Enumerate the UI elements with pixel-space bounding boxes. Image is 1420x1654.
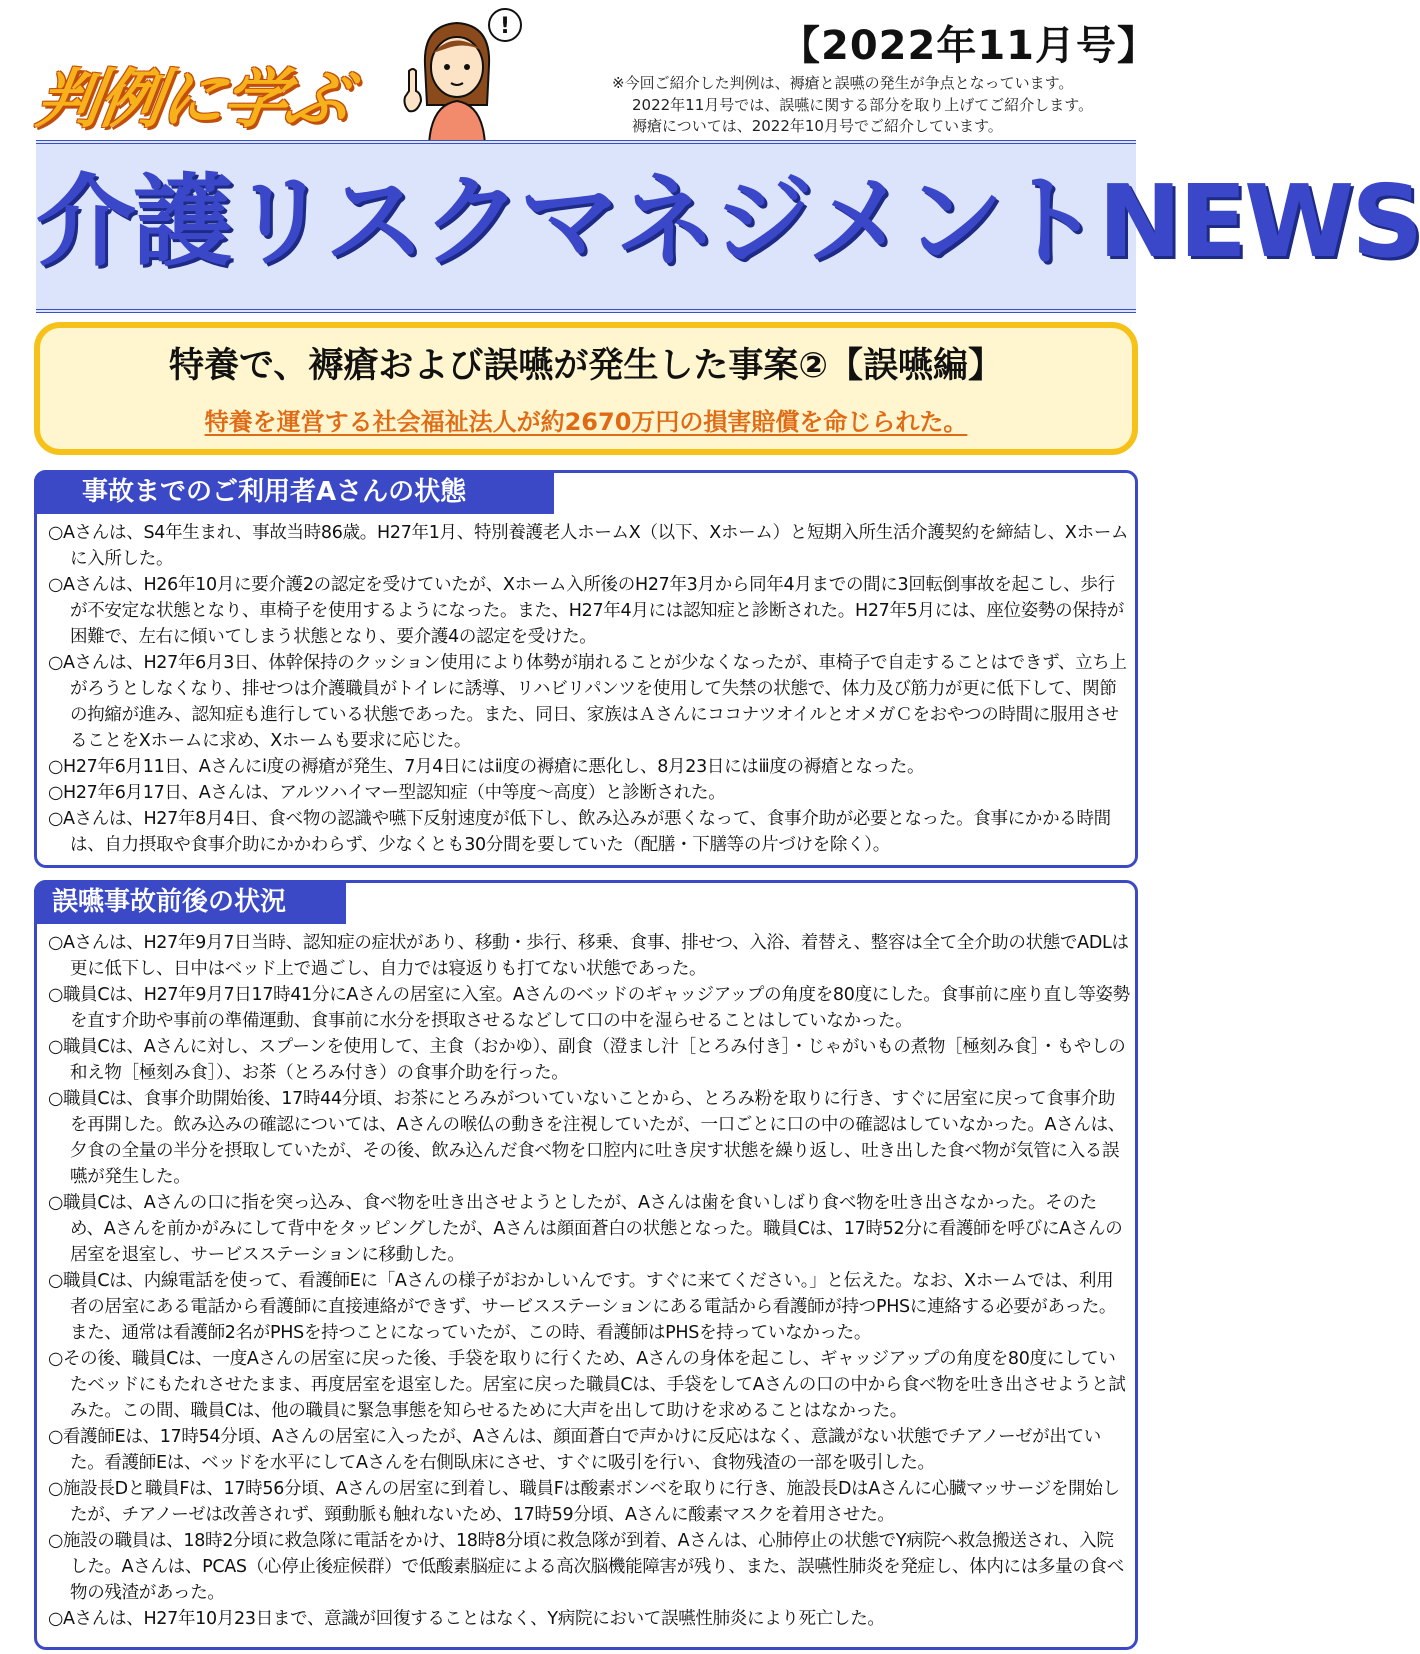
list-item: ○Aさんは、H27年8月4日、食べ物の認識や嚥下反射速度が低下し、飲み込みが悪くなって、食事介助が必要となった。食事にかかる時間は、自力摂取や食事介助にかかわらず、少なくとも30分間を要していた（配膳・下膳等の片づけを除く）。 <box>48 809 1111 855</box>
section-items <box>48 520 1130 858</box>
logo-text: 判例に学ぶ <box>31 63 353 137</box>
list-item: ○施設長Dと職員Fは、17時56分頃、Aさんの居室に到着し、職員Fは酸素ボンベを取りに行き、施設長DはAさんに心臓マッサージを開始したが、チアノーゼは改善されず、頸動脈も触れないため、17時59分頃、Aさんに酸素マスクを着用させた。 <box>48 1479 1120 1525</box>
note-line: ※今回ご紹介した判例は、褥瘡と誤嚥の発生が争点となっています。 <box>612 74 1074 92</box>
list-item: ○看護師Eは、17時54分頃、Aさんの居室に入ったが、Aさんは、顔面蒼白で声かけに反応はなく、意識がない状態でチアノーゼが出ていた。看護師Eは、ベッドを水平にしてAさんを右側臥床にさせ、すぐに吸引を行い、食物残渣の一部を吸引した。 <box>48 1427 1101 1473</box>
section-heading: 誤嚥事故前後の状況 <box>34 880 346 924</box>
note-line: 2022年11月号では、誤嚥に関する部分を取り上げてご紹介します。 <box>632 96 1094 114</box>
list-item: ○その後、職員Cは、一度Aさんの居室に戻った後、手袋を取りに行くため、Aさんの身体を起こし、ギャッジアップの角度を80度にしていたベッドにもたれさせたまま、再度居室を退室した。居室に戻った職員Cは、手袋をしてAさんの口の中から食べ物を吐き出させようと試みた。この間、職員Cは、他の職員に緊急事態を知らせるために大声を出して助けを求めることはなかった。 <box>48 1349 1126 1421</box>
list-item: ○Aさんは、H26年10月に要介護2の認定を受けていたが、Xホーム入所後のH27年3月から同年4月までの間に3回転倒事故を起こし、歩行が不安定な状態となり、車椅子を使用するようになった。また、H27年4月には認知症と診断された。H27年5月には、座位姿勢の保持が困難で、左右に傾いてしまう状態となり、要介護4の認定を受けた。 <box>48 575 1124 647</box>
list-item: ○職員Cは、食事介助開始後、17時44分頃、お茶にとろみがついていないことから、とろみ粉を取りに行き、すぐに居室に戻って食事介助を再開した。飲み込みの確認については、Aさんの喉仏の動きを注視していたが、一口ごとに口の中の確認はしていなかった。Aさんは、夕食の全量の半分を摂取していたが、その後、飲み込んだ食べ物を口腔内に吐き戻す状態を繰り返し、吐き出した食べ物が気管に入る誤嚥が発生した。 <box>48 1089 1125 1187</box>
list-item: ○Aさんは、H27年10月23日まで、意識が回復することはなく、Y病院において誤嚥性肺炎により死亡した。 <box>48 1609 885 1629</box>
mascot-illustration <box>395 5 535 145</box>
list-item: ○職員Cは、Aさんの口に指を突っ込み、食べ物を吐き出させようとしたが、Aさんは歯を食いしばり食べ物を吐き出さなかった。そのため、Aさんを前かがみにして背中をタッピングしたが、Aさんは顔面蒼白の状態となった。職員Cは、17時52分に看護師を呼びにAさんの居室を退室し、サービスステーションに移動した。 <box>48 1193 1123 1265</box>
list-item: ○職員Cは、H27年9月7日17時41分にAさんの居室に入室。Aさんのベッドのギャッジアップの角度を80度にした。食事前に座り直し等姿勢を直す介助や事前の準備運動、食事前に水分を摂取させるなどして口の中を湿らせることはしていなかった。 <box>48 985 1130 1031</box>
subheadline: 特養を運営する社会福祉法人が約2670万円の損害賠償を命じられた。 <box>204 408 968 436</box>
list-item: ○施設の職員は、18時2分頃に救急隊に電話をかけ、18時8分頃に救急隊が到着、Aさんは、心肺停止の状態でY病院へ救急搬送され、入院した。Aさんは、PCAS（心停止後症候群）で低酸素脳症による高次脳機能障害が残り、また、誤嚥性肺炎を発症し、体内には多量の食べ物の残渣があった。 <box>48 1531 1124 1603</box>
issue-label: 【2022年11月号】 <box>780 23 1158 69</box>
list-item: ○Aさんは、H27年6月3日、体幹保持のクッション使用により体勢が崩れることが少なくなったが、車椅子で自走することはできず、立ち上がろうとしなくなり、排せつは介護職員がトイレに誘導、リハビリパンツを使用して失禁の状態で、体力及び筋力が更に低下して、関節の拘縮が進み、認知症も進行している状態であった。また、同日、家族はＡさんにココナツオイルとオメガＣをおやつの時間に服用させることをXホームに求め、Xホームも要求に応じた。 <box>48 653 1127 751</box>
list-item: ○Aさんは、H27年9月7日当時、認知症の症状があり、移動・歩行、移乗、食事、排せつ、入浴、着替え、整容は全て全介助の状態でADLは更に低下し、日中はベッド上で過ごし、自力では寝返りも打てない状態であった。 <box>48 933 1129 979</box>
list-item: ○職員Cは、Aさんに対し、スプーンを使用して、主食（おかゆ）、副食（澄まし汁［とろみ付き］・じゃがいもの煮物［極刻み食］・もやしの和え物［極刻み食］）、お茶（とろみ付き）の食事介助を行った。 <box>48 1037 1126 1083</box>
note-line: 褥瘡については、2022年10月号でご紹介しています。 <box>632 117 1003 135</box>
list-item: ○職員Cは、内線電話を使って、看護師Eに「Aさんの様子がおかしいんです。すぐに来てください。」と伝えた。なお、Xホームでは、利用者の居室にある電話から看護師に直接連絡ができず、サービスステーションにある電話から看護師が持つPHSに連絡する必要があった。また、通常は看護師2名がPHSを持つことになっていたが、この時、看護師はPHSを持っていなかった。 <box>48 1271 1117 1343</box>
mascot-exclaim: ! <box>499 14 511 39</box>
page-title: 介護リスクマネジメントNEWS <box>36 163 1420 280</box>
section-heading: 事故までのご利用者Aさんの状態 <box>34 470 554 514</box>
list-item: ○H27年6月17日、Aさんは、アルツハイマー型認知症（中等度～高度）と診断された。 <box>48 783 726 803</box>
list-item: ○Aさんは、S4年生まれ、事故当時86歳。H27年1月、特別養護老人ホームX（以下、Xホーム）と短期入所生活介護契約を締結し、Xホームに入所した。 <box>48 523 1129 569</box>
section-items <box>48 930 1130 1632</box>
list-item: ○H27年6月11日、Aさんにⅰ度の褥瘡が発生、7月4日にはⅱ度の褥瘡に悪化し、8月23日にはⅲ度の褥瘡となった。 <box>48 757 925 777</box>
headline: 特養で、褥瘡および誤嚥が発生した事案②【誤嚥編】 <box>169 346 1003 386</box>
